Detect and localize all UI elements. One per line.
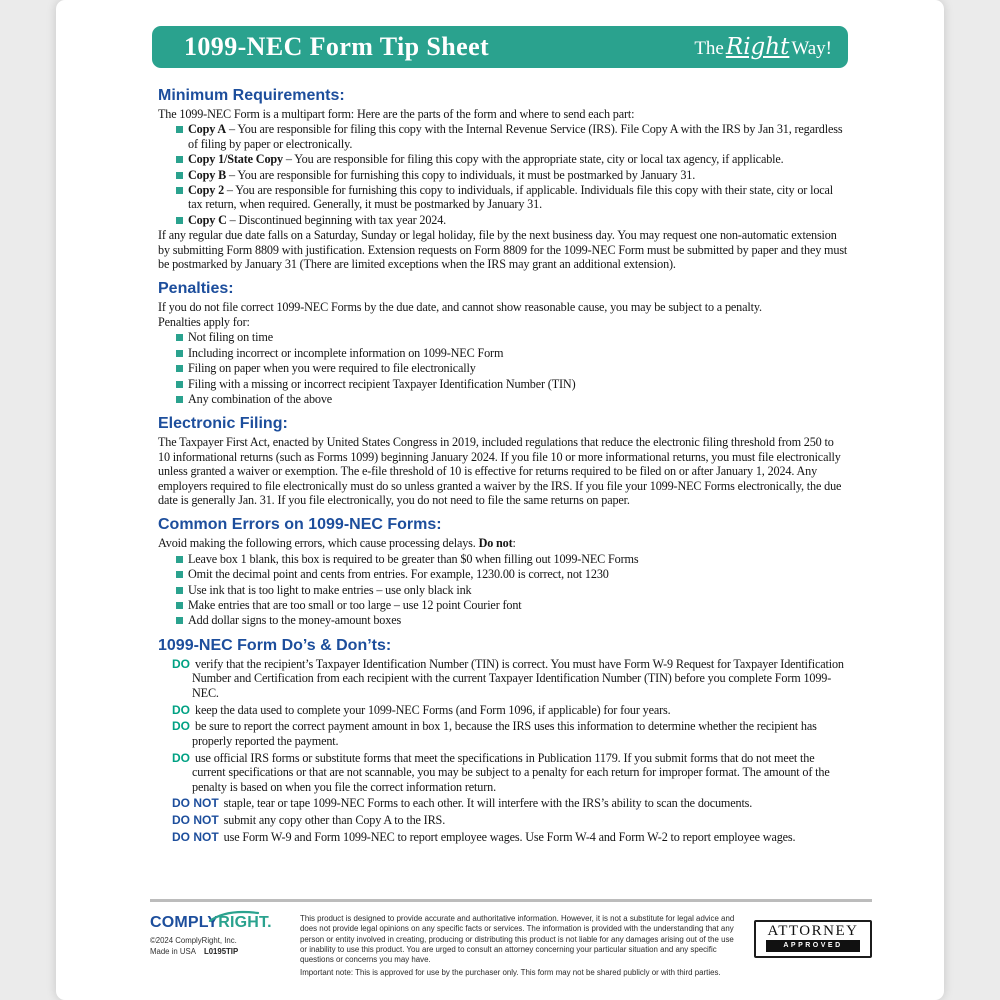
do-item: DO be sure to report the correct payment amount in box 1, because the IRS uses this information to determine whether the recipient has properly reported the payment. — [172, 719, 817, 748]
section-heading-minimum-requirements: Minimum Requirements: — [158, 87, 345, 104]
do-not-label: DO NOT — [172, 813, 219, 828]
bullet-item: Copy 2 – You are responsible for furnishing this copy to individuals, if applicable. Individuals file this copy with their state, city or local tax return, when required. Generally, it must be postmarked by January 31. — [158, 183, 848, 212]
do-item: DO keep the data used to complete your 1099-NEC Forms (and Form 1096, if applicable) for four years. — [172, 702, 671, 717]
page-footer — [56, 899, 944, 979]
bullet-square-icon — [176, 381, 183, 388]
bullet-item: Copy B – You are responsible for furnishing this copy to individuals, it must be postmarked by January 31. — [158, 168, 848, 182]
section-minimum-requirements — [158, 86, 848, 271]
section-heading-dos-and-donts: 1099-NEC Form Do’s & Don’ts: — [158, 636, 392, 654]
bullet-square-icon — [176, 556, 183, 563]
bullet-square-icon — [176, 156, 183, 163]
do-label: DO — [172, 702, 190, 717]
bullet-item: Add dollar signs to the money-amount boxes — [158, 613, 848, 627]
logo-swoosh-icon — [206, 908, 260, 922]
do-not-label: DO NOT — [172, 830, 219, 845]
min-req-intro: The 1099-NEC Form is a multipart form: Here are the parts of the form and where to send each part: — [158, 107, 635, 121]
bullet-square-icon — [176, 587, 183, 594]
bullet-square-icon — [176, 617, 183, 624]
min-req-outro: If any regular due date falls on a Saturday, Sunday or legal holiday, file by the next business day. You may request one non-automatic extension by submitting Form 8809 with justification. Extension requests on Form 8809 for the 1099-NEC Form must be submitted by paper and they must be postmarked by January 31 (There are limited exceptions when the IRS may grant an additional extension). — [158, 228, 848, 272]
do-item: DO verify that the recipient’s Taxpayer Identification Number (TIN) is correct. You must have Form W-9 Request for Taxpayer Identification Number and Certification from each recipient with the current Taxpayer Identification Number (TIN) before you complete Form 1099-NEC. — [172, 656, 844, 700]
do-label: DO — [172, 750, 190, 765]
bullet-square-icon — [176, 350, 183, 357]
do-item: DO use official IRS forms or substitute forms that meet the specifications in Publication 1179. If you submit forms that do not meet the current specifications or that are not scannable, you may be subject to a penalty for each return for improper format. The amount of the penalty is based on when you file the correct information return. — [172, 750, 830, 794]
attorney-approved-badge — [754, 920, 872, 958]
common-errors-bullet-list — [158, 552, 848, 628]
attorney-label: ATTORNEY — [767, 923, 859, 939]
bullet-square-icon — [176, 126, 183, 133]
tagline-way: Way! — [791, 38, 832, 59]
section-heading-electronic-filing: Electronic Filing: — [158, 415, 288, 433]
do-label: DO — [172, 656, 190, 671]
disclaimer-text: This product is designed to provide accurate and authoritative information. However, it is not a substitute for legal advice and does not provide legal opinions on any specific facts or services. The information is provided with the understanding that any person or entity involved in creating, producing or distributing this product is not liable for any damages arising out of the use or inability to use this product. You are urged to consult an attorney concerning your particular situation and any specific questions or concerns you may have. — [300, 914, 735, 965]
bullet-square-icon — [176, 396, 183, 403]
bullet-square-icon — [176, 334, 183, 341]
do-not-label: DO NOT — [172, 796, 219, 811]
penalties-bullet-list — [158, 330, 848, 406]
bullet-square-icon — [176, 217, 183, 224]
bullet-item: Filing with a missing or incorrect recipient Taxpayer Identification Number (TIN) — [158, 377, 848, 391]
bullet-item: Use ink that is too light to make entries – use only black ink — [158, 583, 848, 597]
section-electronic-filing — [158, 414, 848, 507]
made-in-line: Made in USA L0195TIP — [150, 947, 239, 956]
penalties-intro-2: Penalties apply for: — [158, 314, 250, 329]
bullet-square-icon — [176, 365, 183, 372]
bullet-square-icon — [176, 187, 183, 194]
complyright-logo: COMPLYRIGHT. — [150, 914, 284, 932]
bullet-item: Not filing on time — [158, 330, 848, 344]
bullet-item: Copy C – Discontinued beginning with tax year 2024. — [158, 213, 848, 227]
bullet-item: Omit the decimal point and cents from entries. For example, 1230.00 is correct, not 1230 — [158, 567, 848, 581]
do-not-item: DO NOT use Form W-9 and Form 1099-NEC to report employee wages. Use Form W-4 and Form W-2 to report employee wages. — [172, 830, 796, 845]
page-title: 1099-NEC Form Tip Sheet — [184, 32, 490, 61]
common-errors-intro: Avoid making the following errors, which cause processing delays. Do not: — [158, 536, 516, 551]
tip-sheet-page — [56, 0, 944, 1000]
important-note: Important note: This is approved for use by the purchaser only. This form may not be shared publicly or with third parties. — [300, 968, 721, 978]
do-label: DO — [172, 719, 190, 734]
section-common-errors — [158, 515, 848, 627]
electronic-filing-body: The Taxpayer First Act, enacted by United States Congress in 2019, included regulations that reduce the electronic filing threshold from 250 to 10 informational returns (such as Forms 1099) beginning January 2024. If you file 10 or more informational returns, you must file electronically unless granted a waiver or exemption. The e-file threshold of 10 is effective for returns required to be filed on or after January 1, 2024. Any employers required to file electronically must do so unless granted a waiver by the IRS. If you file your 1099-NEC Forms electronically, the due date is generally Jan. 31. If you file electronically, you do not need to file the same returns on paper. — [158, 435, 842, 507]
do-not-item: DO NOT submit any copy other than Copy A to the IRS. — [172, 813, 446, 828]
tagline-the: The — [694, 38, 724, 59]
bullet-item: Including incorrect or incomplete information on 1099-NEC Form — [158, 346, 848, 360]
document-body — [158, 0, 848, 847]
bullet-item: Copy 1/State Copy – You are responsible for filing this copy with the appropriate state, city or local tax agency, if applicable. — [158, 152, 848, 166]
bullet-item: Make entries that are too small or too large – use 12 point Courier font — [158, 598, 848, 612]
bullet-square-icon — [176, 602, 183, 609]
bullet-item: Copy A – You are responsible for filing this copy with the Internal Revenue Service (IRS). File Copy A with the IRS by Jan 31, regardless of filing by paper or electronically. — [158, 122, 848, 151]
tagline-right: Right — [725, 34, 790, 60]
approved-label: APPROVED — [766, 940, 860, 952]
bullet-item: Any combination of the above — [158, 392, 848, 406]
bullet-square-icon — [176, 172, 183, 179]
section-heading-common-errors: Common Errors on 1099-NEC Forms: — [158, 516, 442, 534]
min-req-bullet-list — [158, 122, 848, 227]
bullet-item: Leave box 1 blank, this box is required to be greater than $0 when filling out 1099-NEC Forms — [158, 552, 848, 566]
complyright-logo-block — [150, 914, 284, 956]
penalties-intro-1: If you do not file correct 1099-NEC Forms by the due date, and cannot show reasonable cause, you may be subject to a penalty. — [158, 300, 762, 315]
legal-disclaimer — [300, 914, 738, 979]
bullet-square-icon — [176, 571, 183, 578]
section-penalties — [158, 279, 848, 406]
do-not-item: DO NOT staple, tear or tape 1099-NEC Forms to each other. It will interfere with the IRS’s ability to scan the documents. — [172, 796, 753, 811]
copyright-line: ©2024 ComplyRight, Inc. — [150, 936, 237, 945]
section-dos-and-donts — [158, 636, 848, 845]
section-heading-penalties: Penalties: — [158, 280, 234, 298]
bullet-item: Filing on paper when you were required to file electronically — [158, 361, 848, 375]
part-number: L0195TIP — [203, 947, 239, 956]
